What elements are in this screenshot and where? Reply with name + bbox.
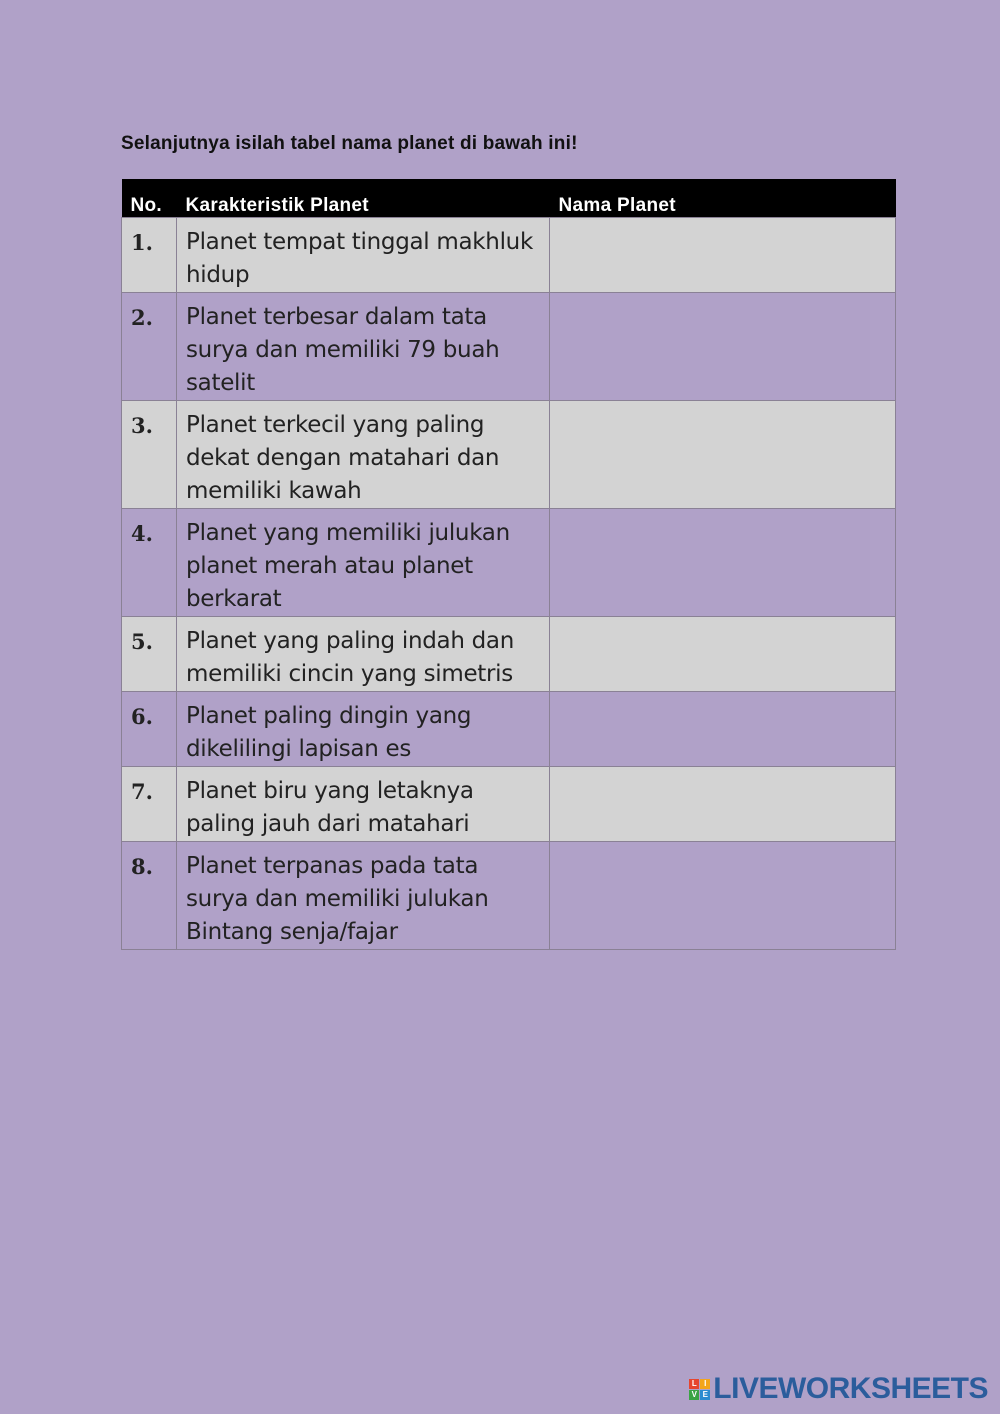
instruction-text: Selanjutnya isilah tabel nama planet di bawah ini! (121, 133, 578, 154)
characteristic-line: memiliki cincin yang simetris (186, 661, 513, 687)
row-characteristic (177, 293, 550, 401)
characteristic-line: Planet paling dingin yang (186, 703, 472, 729)
characteristic-line: dekat dengan matahari dan (186, 445, 500, 471)
characteristic-line: Planet terpanas pada tata (186, 853, 479, 879)
planet-name-answer-cell[interactable] (550, 842, 896, 950)
characteristic-line: hidup (186, 262, 250, 288)
row-characteristic (177, 401, 550, 509)
header-planet-name: Nama Planet (550, 179, 896, 218)
table-row (122, 617, 896, 692)
table-row (122, 842, 896, 950)
characteristic-line: planet merah atau planet (186, 553, 473, 579)
logo-mark-letter: V (689, 1390, 699, 1400)
row-characteristic (177, 692, 550, 767)
logo-mark-letter: E (700, 1390, 710, 1400)
logo-mark-letter: I (700, 1379, 710, 1389)
planet-name-answer-cell[interactable] (550, 692, 896, 767)
row-number: 6. (122, 692, 177, 767)
characteristic-line: paling jauh dari matahari (186, 811, 470, 837)
characteristic-line: Bintang senja/fajar (186, 919, 398, 945)
characteristic-line: Planet terbesar dalam tata (186, 304, 487, 330)
logo-mark-letter: L (689, 1379, 699, 1389)
table-row (122, 401, 896, 509)
planet-name-answer-cell[interactable] (550, 293, 896, 401)
header-no: No. (122, 179, 177, 218)
logo-mark-icon (689, 1379, 710, 1400)
row-characteristic (177, 842, 550, 950)
table-row (122, 293, 896, 401)
table-header-row (122, 179, 896, 218)
row-number: 5. (122, 617, 177, 692)
planet-name-answer-cell[interactable] (550, 509, 896, 617)
characteristic-line: berkarat (186, 586, 282, 612)
planet-name-answer-cell[interactable] (550, 767, 896, 842)
row-number: 8. (122, 842, 177, 950)
characteristic-line: Planet terkecil yang paling (186, 412, 485, 438)
planet-name-answer-cell[interactable] (550, 401, 896, 509)
characteristic-line: Planet tempat tinggal makhluk (186, 229, 533, 255)
table-row (122, 692, 896, 767)
planet-name-answer-cell[interactable] (550, 218, 896, 293)
row-characteristic (177, 767, 550, 842)
logo-text: LIVEWORKSHEETS (713, 1372, 988, 1405)
table-row (122, 509, 896, 617)
row-characteristic (177, 218, 550, 293)
row-number: 3. (122, 401, 177, 509)
characteristic-line: Planet biru yang letaknya (186, 778, 474, 804)
characteristic-line: satelit (186, 370, 255, 396)
liveworksheets-logo (689, 1372, 988, 1406)
row-number: 1. (122, 218, 177, 293)
table-row (122, 218, 896, 293)
row-characteristic (177, 509, 550, 617)
characteristic-line: surya dan memiliki julukan (186, 886, 489, 912)
row-number: 2. (122, 293, 177, 401)
row-characteristic (177, 617, 550, 692)
row-number: 7. (122, 767, 177, 842)
header-characteristic: Karakteristik Planet (177, 179, 550, 218)
row-number: 4. (122, 509, 177, 617)
planet-table (121, 179, 896, 950)
table-row (122, 767, 896, 842)
planet-name-answer-cell[interactable] (550, 617, 896, 692)
characteristic-line: Planet yang memiliki julukan (186, 520, 510, 546)
characteristic-line: memiliki kawah (186, 478, 362, 504)
characteristic-line: Planet yang paling indah dan (186, 628, 514, 654)
characteristic-line: dikelilingi lapisan es (186, 736, 412, 762)
characteristic-line: surya dan memiliki 79 buah (186, 337, 500, 363)
